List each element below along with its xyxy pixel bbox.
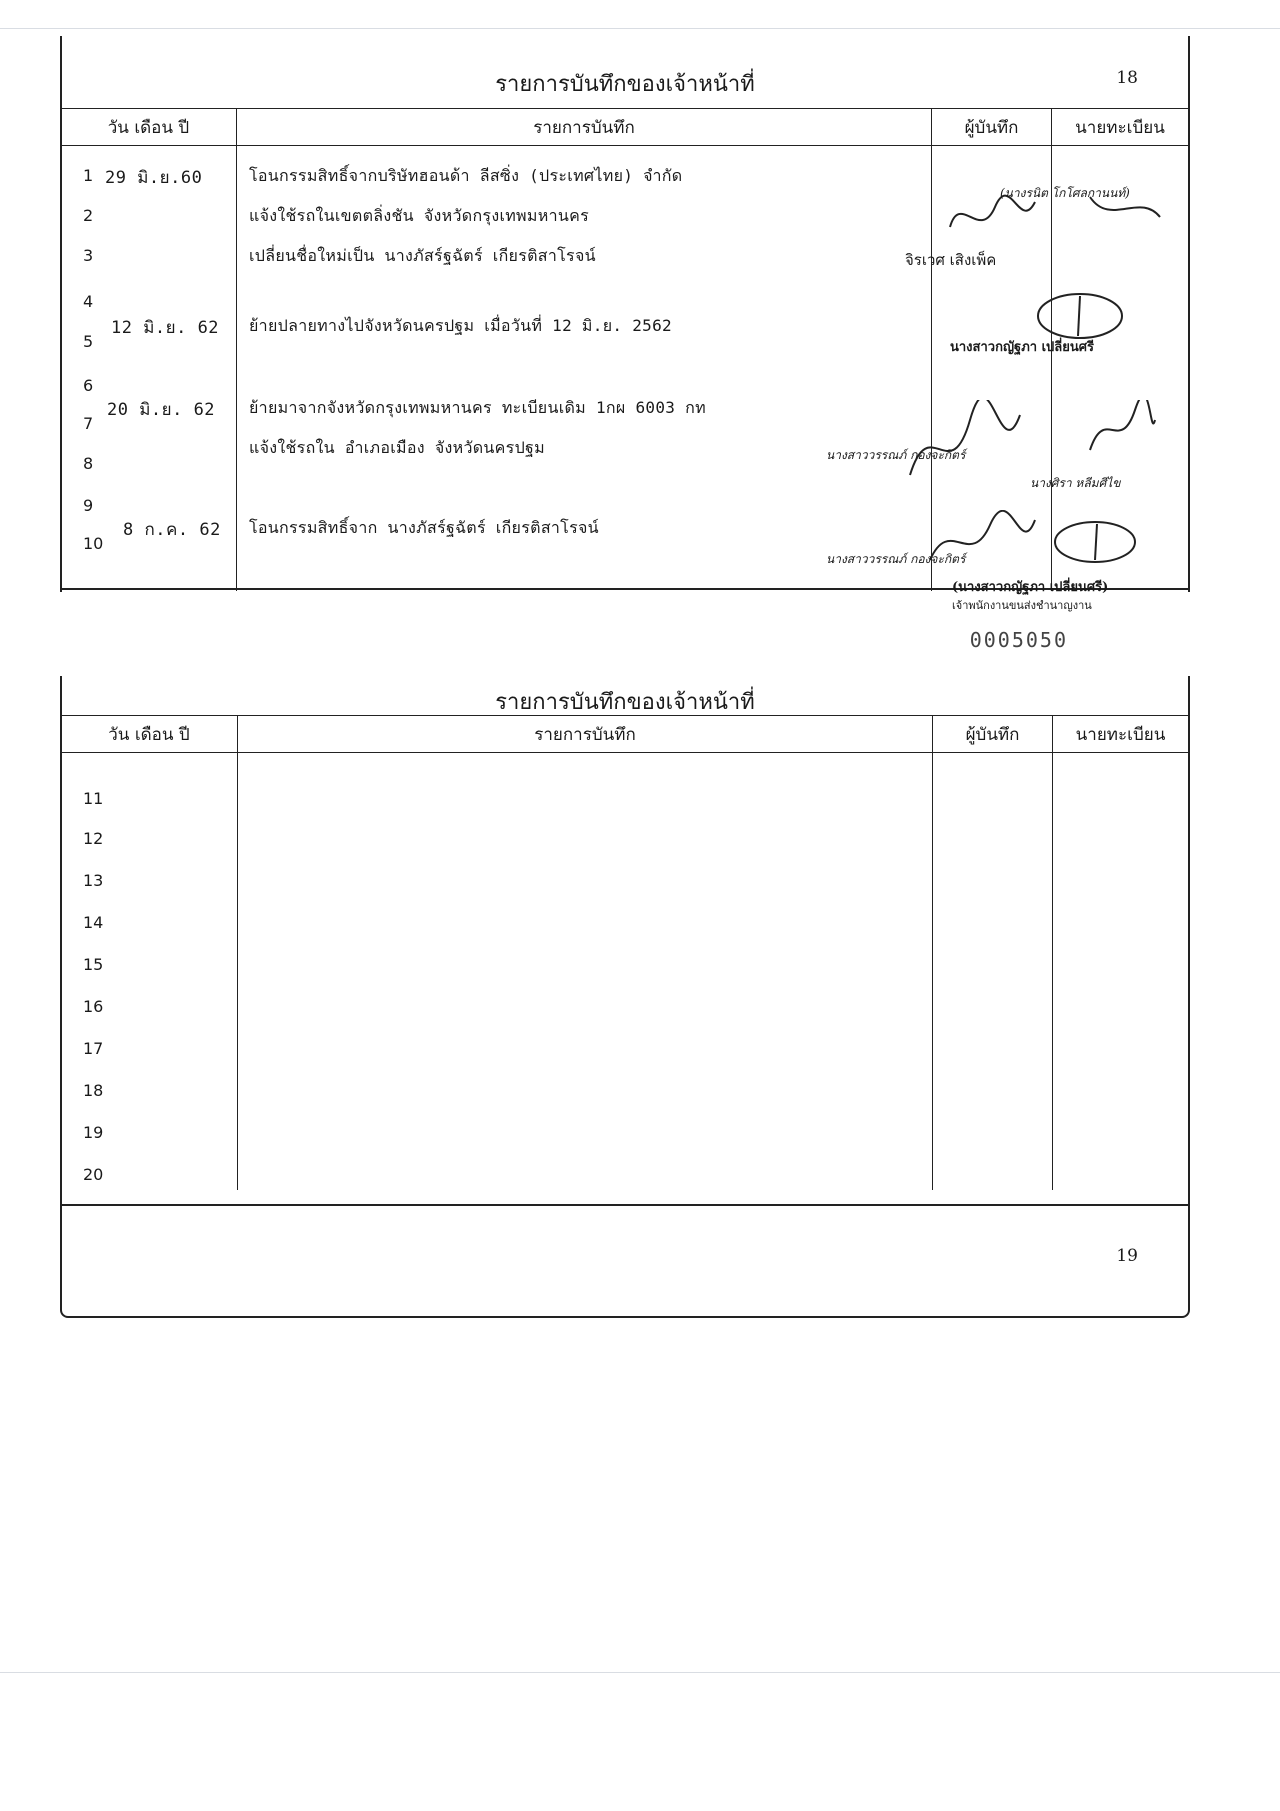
line-number: 5 <box>83 332 94 351</box>
record-entry-line: แจ้งใช้รถใน อำเภอเมือง จังหวัดนครปฐม <box>249 438 545 457</box>
line-number: 11 <box>83 789 104 808</box>
line-number: 2 <box>83 206 94 225</box>
document-number: 0005050 <box>969 628 1068 652</box>
date-column <box>61 753 238 1191</box>
signature-4-recorder: นางสาววรรณภ์ กองจะกิตร์ <box>826 552 966 566</box>
line-number: 4 <box>83 292 94 311</box>
line-number: 8 <box>83 454 94 473</box>
signature-3-registrar: นางศิรา หลีมศีไข <box>1030 476 1121 490</box>
signature-1-stamp: (นางรนิต โกโศลกานนท์) <box>1000 186 1130 200</box>
record-entry-line: ย้ายมาจากจังหวัดกรุงเทพมหานคร ทะเบียนเดิม 1กผ 6003 กท <box>249 398 706 417</box>
record-entry-line: โอนกรรมสิทธิ์จาก นางภัสร์ฐฉัตร์ เกียรติสาโรจน์ <box>249 518 599 537</box>
header-recorder: ผู้บันทึก <box>932 109 1052 146</box>
line-number: 13 <box>83 871 104 890</box>
line-number: 14 <box>83 913 104 932</box>
lower-page-number: 19 <box>1116 1246 1138 1266</box>
line-number: 12 <box>83 829 104 848</box>
signature-4-name: (นางสาวกญัฐภา เปลี่ยนศรี) <box>952 580 1109 595</box>
header-registrar: นายทะเบียน <box>1053 716 1189 753</box>
line-number: 20 <box>83 1165 104 1184</box>
line-number: 1 <box>83 166 94 185</box>
lower-title: รายการบันทึกของเจ้าหน้าที่ <box>495 690 755 715</box>
date-column <box>61 146 237 592</box>
record-entry-line: เปลี่ยนชื่อใหม่เป็น นางภัสร์ฐฉัตร์ เกียรติสาโรจน์ <box>249 246 596 265</box>
signature-3-recorder: นางสาววรรณภ์ กองจะกิตร์ <box>826 448 966 462</box>
upper-page-number: 18 <box>1116 68 1138 88</box>
line-number: 18 <box>83 1081 104 1100</box>
signature-4-title: เจ้าพนักงานขนส่งชำนาญงาน <box>952 599 1092 612</box>
header-recorder: ผู้บันทึก <box>933 716 1053 753</box>
scan-edge-bottom <box>0 1672 1280 1673</box>
header-date: วัน เดือน ปี <box>61 109 237 146</box>
signature-3-recorder-scribble <box>890 400 1040 490</box>
record-entry-line: แจ้งใช้รถในเขตตลิ่งชัน จังหวัดกรุงเทพมหานคร <box>249 206 590 225</box>
scan-edge-top <box>0 28 1280 29</box>
record-entry-line: ย้ายปลายทางไปจังหวัดนครปฐม เมื่อวันที่ 12 มิ.ย. 2562 <box>249 316 672 335</box>
record-date: 12 มิ.ย. 62 <box>111 318 220 338</box>
line-number: 6 <box>83 376 94 395</box>
signature-4-registrar-scribble <box>1045 512 1155 572</box>
signature-2-name: นางสาวกญัฐภา เปลี่ยนศรี <box>950 340 1094 355</box>
entry-column <box>237 146 932 592</box>
line-number: 19 <box>83 1123 104 1142</box>
registrar-column <box>1053 753 1189 1191</box>
signature-3-registrar-scribble <box>1080 400 1160 460</box>
record-entry-line: โอนกรรมสิทธิ์จากบริษัทฮอนด้า ลีสซิ่ง (ประเทศไทย) จำกัด <box>249 166 683 185</box>
line-number: 15 <box>83 955 104 974</box>
signature-1-name: จิรเวศ เสิงเพ็ค <box>905 251 997 269</box>
record-date: 8 ก.ค. 62 <box>123 520 221 540</box>
header-registrar: นายทะเบียน <box>1052 109 1189 146</box>
lower-table-bottom-rule <box>60 1204 1188 1206</box>
line-number: 10 <box>83 534 104 553</box>
entry-column <box>238 753 933 1191</box>
document-number-strip <box>60 620 1188 662</box>
recorder-column <box>933 753 1053 1191</box>
line-number: 9 <box>83 496 94 515</box>
header-entry: รายการบันทึก <box>237 109 932 146</box>
line-number: 17 <box>83 1039 104 1058</box>
record-date: 29 มิ.ย.60 <box>105 168 203 188</box>
record-date: 20 มิ.ย. 62 <box>107 400 216 420</box>
line-number: 3 <box>83 246 94 265</box>
header-entry: รายการบันทึก <box>238 716 933 753</box>
line-number: 16 <box>83 997 104 1016</box>
header-date: วัน เดือน ปี <box>61 716 238 753</box>
line-number: 7 <box>83 414 94 433</box>
upper-title: รายการบันทึกของเจ้าหน้าที่ <box>495 72 755 97</box>
lower-record-table <box>60 715 1189 1190</box>
